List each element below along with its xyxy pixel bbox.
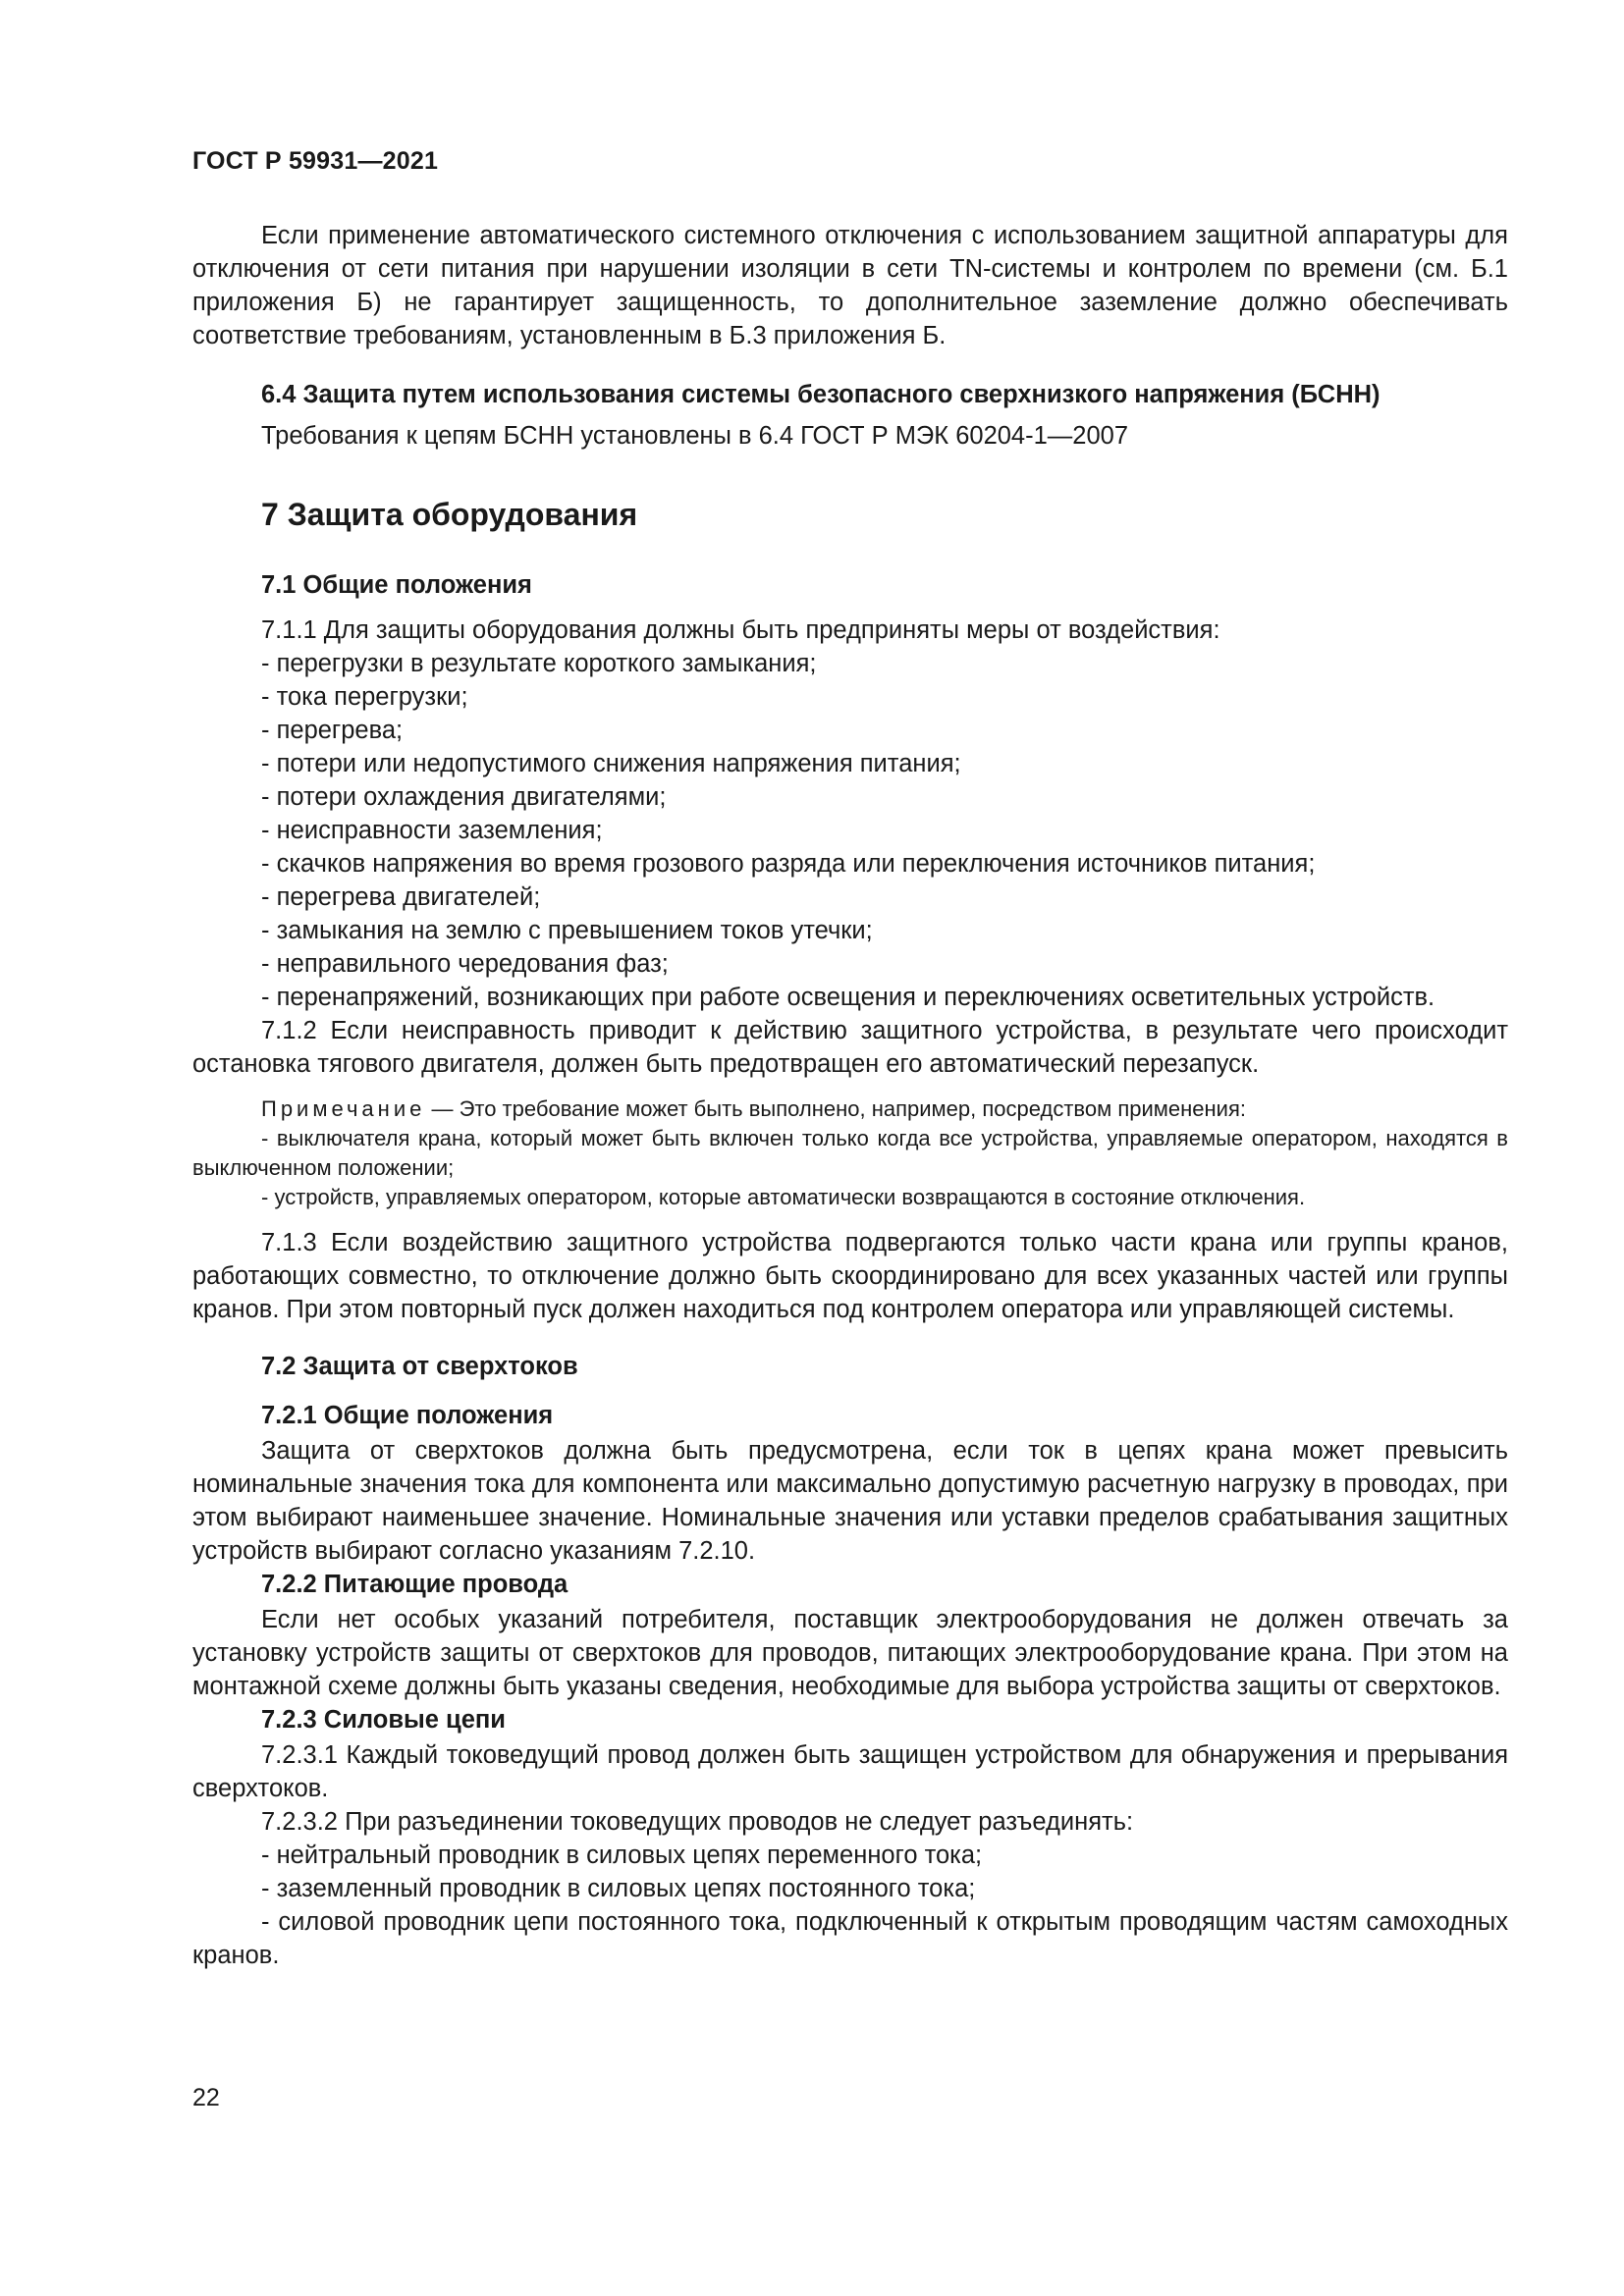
list-item: - перегрузки в результате короткого замыкания;: [261, 650, 817, 677]
list-item: - замыкания на землю с превышением токов утечки;: [261, 917, 873, 944]
note-item: - устройств, управляемых оператором, которые автоматически возвращаются в состояние отключения.: [261, 1185, 1306, 1209]
list-item: - скачков напряжения во время грозового разряда или переключения источников питания;: [261, 850, 1316, 878]
note-intro: [192, 1095, 1508, 1124]
list-item: - неисправности заземления;: [261, 817, 603, 844]
paragraph-intro: Если применение автоматического системного отключения с использованием защитной аппаратуры для отключения от сети питания при нарушении изоляции в сети TN-системы и контролем по времени (см. Б.1 приложения Б) не гарантирует защищенность, то дополнительное заземление должно обеспечивать соответствие требованиям, установленным в Б.3 приложения Б.: [192, 222, 1508, 349]
note-item: - выключателя крана, который может быть включен только когда все устройства, управляемые оператором, находятся в выключенном положении;: [192, 1126, 1508, 1180]
heading-section-7: 7 Защита оборудования: [261, 497, 638, 532]
paragraph-7-1-1: 7.1.1 Для защиты оборудования должны быть предприняты меры от воздействия:: [261, 616, 1220, 644]
paragraph-7-1-3: 7.1.3 Если воздействию защитного устройства подвергаются только части крана или группы кранов, работающих совместно, то отключение должно быть скоординировано для всех указанных частей или группы кранов. При этом повторный пуск должен находиться под контролем оператора или управляющей системы.: [192, 1229, 1508, 1323]
paragraph-7-2-3-2: 7.2.3.2 При разъединении токоведущих проводов не следует разъединять:: [261, 1808, 1134, 1836]
list-item: - заземленный проводник в силовых цепях постоянного тока;: [261, 1875, 976, 1902]
heading-7-1: 7.1 Общие положения: [261, 571, 532, 599]
paragraph-7-1-2: 7.1.2 Если неисправность приводит к действию защитного устройства, в результате чего происходит остановка тягового двигателя, должен быть предотвращен его автоматический перезапуск.: [192, 1017, 1508, 1078]
heading-7-2-3: 7.2.3 Силовые цепи: [261, 1706, 506, 1734]
heading-7-2-1: 7.2.1 Общие положения: [261, 1402, 554, 1429]
note-label: Примечание: [261, 1096, 426, 1121]
list-item: - нейтральный проводник в силовых цепях переменного тока;: [261, 1842, 983, 1869]
list-item: - тока перегрузки;: [261, 683, 468, 711]
list-item: - перегрева двигателей;: [261, 883, 541, 911]
heading-6-4: 6.4 Защита путем использования системы безопасного сверхнизкого напряжения (БСНН): [261, 381, 1380, 408]
list-item: - неправильного чередования фаз;: [261, 950, 669, 978]
note-text: — Это требование может быть выполнено, например, посредством применения:: [425, 1096, 1246, 1121]
list-item: - потери охлаждения двигателями;: [261, 783, 667, 811]
heading-7-2: 7.2 Защита от сверхтоков: [261, 1353, 578, 1380]
document-body: [192, 219, 1508, 1972]
heading-7-2-2: 7.2.2 Питающие провода: [261, 1571, 568, 1598]
paragraph-6-4: Требования к цепям БСНН установлены в 6.4 ГОСТ Р МЭК 60204-1—2007: [261, 422, 1129, 450]
list-7-1-1: [192, 647, 1508, 1014]
paragraph-7-2-2: Если нет особых указаний потребителя, поставщик электрооборудования не должен отвечать за установку устройств защиты от сверхтоков для проводов, питающих электрооборудование крана. При этом на монтажной схеме должны быть указаны сведения, необходимые для выбора устройства защиты от сверхтоков.: [192, 1606, 1508, 1700]
list-item: - перегрева;: [261, 717, 404, 744]
note-block: [192, 1095, 1508, 1212]
paragraph-7-2-3-1: 7.2.3.1 Каждый токоведущий провод должен быть защищен устройством для обнаружения и прерывания сверхтоков.: [192, 1741, 1508, 1802]
list-item: - перенапряжений, возникающих при работе освещения и переключениях осветительных устройств.: [261, 984, 1435, 1011]
list-item: - потери или недопустимого снижения напряжения питания;: [261, 750, 961, 777]
document-header: ГОСТ Р 59931—2021: [192, 147, 439, 175]
list-item: - силовой проводник цепи постоянного тока, подключенный к открытым проводящим частям самоходных кранов.: [192, 1908, 1508, 1969]
paragraph-7-2-1: Защита от сверхтоков должна быть предусмотрена, если ток в цепях крана может превысить номинальные значения тока для компонента или максимально допустимую расчетную нагрузку в проводах, при этом выбирают наименьшее значение. Номинальные значения или уставки пределов срабатывания защитных устройств выбирают согласно указаниям 7.2.10.: [192, 1437, 1508, 1565]
list-7-2-3-2: [192, 1839, 1508, 1972]
page-number: 22: [192, 2084, 220, 2111]
